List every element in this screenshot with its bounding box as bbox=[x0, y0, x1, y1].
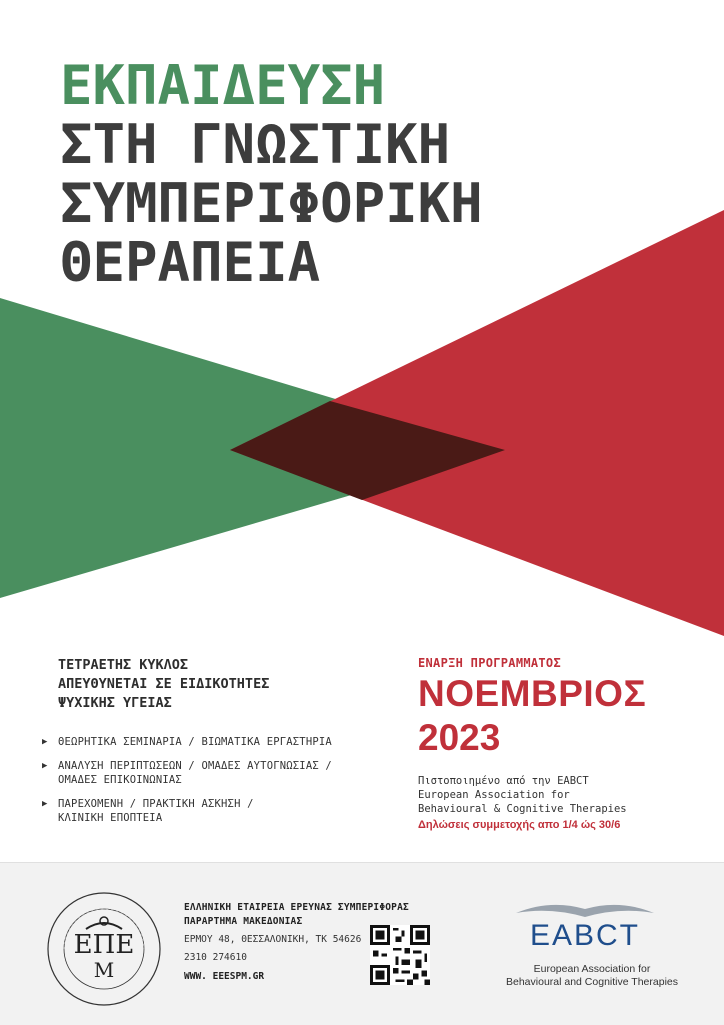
accreditation bbox=[418, 774, 708, 816]
eabct-logo bbox=[510, 895, 660, 955]
page-title bbox=[60, 56, 483, 292]
arrow-icon: ▶ bbox=[42, 761, 48, 771]
bullet-item bbox=[42, 797, 398, 825]
org-address: ΕΡΜΟΥ 48, ΘΕΣΣΑΛΟΝΙΚΗ, ΤΚ 54626 bbox=[184, 934, 362, 945]
eabct-caption-line-1: European Association for bbox=[533, 963, 651, 975]
program-heading bbox=[58, 656, 398, 713]
bullet-text: ΚΛΙΝΙΚΗ ΕΠΟΠΤΕΙΑ bbox=[58, 812, 163, 824]
accreditation-line-2: European Association for bbox=[418, 789, 570, 801]
declarations-note: Δηλώσεις συμμετοχής απο 1/4 ώς 30/6 bbox=[418, 819, 621, 831]
bullet-text: ΠΑΡΕΧΟΜΕΝΗ / ΠΡΑΚΤΙΚΗ ΑΣΚΗΣΗ / bbox=[58, 798, 254, 810]
eabct-logo-text: EABCT bbox=[529, 919, 641, 952]
bullet-text: ΟΜΑΔΕΣ ΕΠΙΚΟΙΝΩΝΙΑΣ bbox=[58, 774, 182, 786]
org-phone: 2310 274610 bbox=[184, 952, 247, 963]
program-details bbox=[42, 656, 398, 835]
heading-line-2: ΑΠΕΥΘΥΝΕΤΑΙ ΣΕ ΕΙΔΙΚΟΤΗΤΕΣ bbox=[58, 676, 270, 692]
title-line-3: ΣΥΜΠΕΡΙΦΟΡΙΚΗ bbox=[60, 172, 483, 235]
title-line-4: ΘΕΡΑΠΕΙΑ bbox=[60, 231, 321, 294]
title-line-1: ΕΚΠΑΙΔΕΥΣΗ bbox=[60, 54, 386, 117]
heading-line-1: ΤΕΤΡΑΕΤΗΣ ΚΥΚΛΟΣ bbox=[58, 657, 189, 673]
footer bbox=[0, 862, 724, 1025]
org-website-link[interactable]: WWW. EEESPM.GR bbox=[184, 971, 265, 982]
society-seal-logo bbox=[44, 889, 164, 1009]
org-name-line-2: ΠΑΡΑΡΤΗΜΑ ΜΑΚΕΔΟΝΙΑΣ bbox=[184, 916, 303, 927]
org-name-line-1: ΕΛΛΗΝΙΚΗ ΕΤΑΙΡΕΙΑ ΕΡΕΥΝΑΣ ΣΥΜΠΕΡΙΦΟΡΑΣ bbox=[184, 902, 409, 913]
bullet-text: ΘΕΩΡΗΤΙΚΑ ΣΕΜΙΝΑΡΙΑ / ΒΙΩΜΑΤΙΚΑ ΕΡΓΑΣΤΗΡΙΑ bbox=[58, 736, 332, 748]
eabct-caption bbox=[492, 963, 692, 989]
accreditation-line-3: Behavioural & Cognitive Therapies bbox=[418, 803, 627, 815]
bullet-item bbox=[42, 735, 398, 749]
arrow-icon: ▶ bbox=[42, 737, 48, 747]
svg-text:Μ: Μ bbox=[93, 958, 115, 982]
program-start bbox=[418, 656, 708, 831]
heading-line-3: ΨΥΧΙΚΗΣ ΥΓΕΙΑΣ bbox=[58, 695, 172, 711]
program-bullets bbox=[42, 735, 398, 825]
arrow-icon: ▶ bbox=[42, 799, 48, 809]
eabct-caption-line-2: Behavioural and Cognitive Therapies bbox=[506, 976, 678, 988]
bullet-text: ΑΝΑΛΥΣΗ ΠΕΡΙΠΤΩΣΕΩΝ / ΟΜΑΔΕΣ ΑΥΤΟΓΝΩΣΙΑΣ / bbox=[58, 760, 332, 772]
title-line-2: ΣΤΗ ΓΝΩΣΤΙΚΗ bbox=[60, 113, 451, 176]
start-label: ΕΝΑΡΞΗ ΠΡΟΓΡΑΜΜΑΤΟΣ bbox=[418, 656, 561, 670]
start-month: ΝΟΕΜΒΡΙΟΣ bbox=[418, 673, 647, 714]
accreditation-line-1: Πιστοποιημένο από την EABCT bbox=[418, 775, 589, 787]
svg-text:ΕΠΕ: ΕΠΕ bbox=[73, 930, 135, 960]
qr-code-icon[interactable] bbox=[370, 925, 430, 985]
bullet-item bbox=[42, 759, 398, 787]
start-year: 2023 bbox=[418, 717, 501, 758]
